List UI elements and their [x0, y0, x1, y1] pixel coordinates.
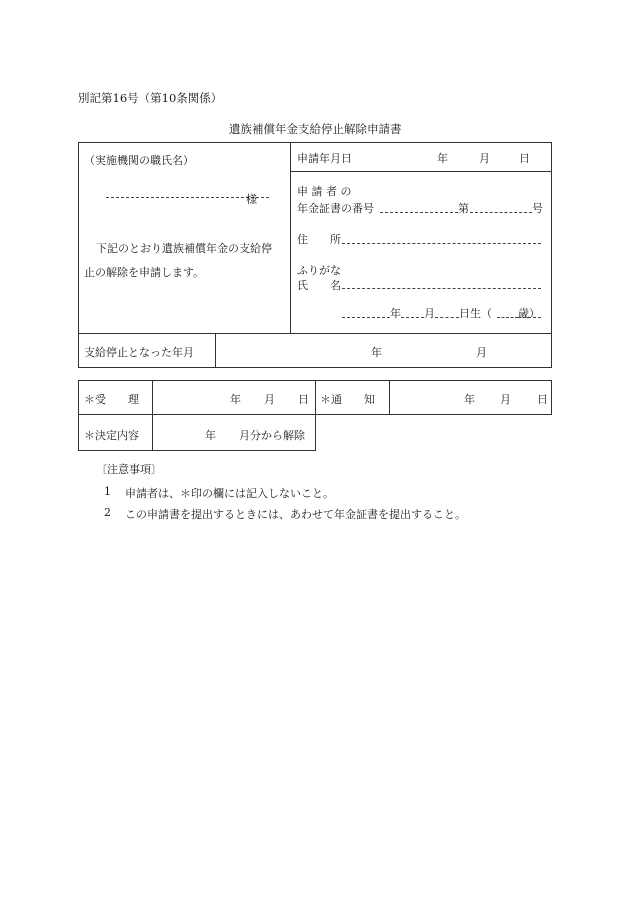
address-label: 住 所 [297, 233, 341, 246]
name-field[interactable] [342, 288, 541, 289]
stop-label: 支給停止となった年月 [84, 346, 194, 359]
birth-year-field[interactable] [342, 317, 390, 318]
birth-day-field[interactable] [435, 317, 459, 318]
dai-label: 第 [458, 202, 469, 215]
decision-year: 年 [205, 429, 216, 442]
office-col-divider-2 [315, 380, 316, 451]
go-label: 号 [532, 202, 543, 215]
apply-date-label: 申請年月日 [297, 152, 352, 165]
stop-month-label: 月 [476, 346, 487, 359]
apply-date-month: 月 [479, 152, 490, 165]
stop-row-divider [78, 333, 552, 334]
receipt-year: 年 [230, 393, 241, 406]
office-row2-left [78, 415, 79, 451]
certificate-number-label: 年金証書の番号 [297, 202, 374, 215]
birth-year-label: 年 [390, 307, 401, 320]
receipt-label: ＊受 理 [84, 393, 139, 406]
birth-month-label: 月 [424, 307, 435, 320]
name-label: 氏 名 [297, 279, 341, 292]
receipt-day: 日 [298, 393, 309, 406]
age-underline [518, 317, 541, 318]
date-row-divider [290, 171, 552, 172]
form-reference: 別記第16号（第10条関係） [78, 91, 223, 105]
notice-year: 年 [464, 393, 475, 406]
birth-month-field[interactable] [401, 317, 424, 318]
age-field[interactable] [497, 317, 518, 318]
stop-year-label: 年 [371, 346, 382, 359]
office-col-divider-3 [389, 380, 390, 415]
notes-heading: 〔注意事項〕 [96, 463, 162, 476]
notice-day: 日 [537, 393, 548, 406]
note-1-text: 申請者は、＊印の欄には記入しないこと。 [125, 487, 334, 500]
certificate-prefix-field[interactable] [380, 212, 458, 213]
note-1-number: 1 [104, 485, 111, 498]
apply-date-day: 日 [519, 152, 530, 165]
age-label: 歳） [518, 307, 540, 320]
form-title: 遺族補償年金支給停止解除申請書 [229, 122, 402, 136]
body-text-line1: 下記のとおり遺族補償年金の支給停 [96, 242, 272, 255]
decision-label: ＊決定内容 [84, 429, 139, 442]
office-col-divider-1 [152, 380, 153, 451]
apply-date-year: 年 [437, 152, 448, 165]
note-2-number: 2 [104, 506, 111, 519]
receipt-month: 月 [264, 393, 275, 406]
note-2-text: この申請書を提出するときには、あわせて年金証書を提出すること。 [125, 508, 466, 521]
org-name-label: （実施機関の職氏名） [84, 154, 194, 167]
stop-row-label-divider [215, 333, 216, 368]
certificate-number-field[interactable] [470, 212, 532, 213]
furigana-label: ふりがな [297, 264, 341, 277]
org-name-field[interactable] [106, 197, 269, 198]
address-field[interactable] [342, 243, 541, 244]
notice-label: ＊通 知 [320, 393, 375, 406]
birth-day-label: 日生（ [459, 307, 492, 320]
sama-label: 様 [246, 193, 257, 206]
decision-value: 月分から解除 [239, 429, 305, 442]
office-row2-bottom [78, 450, 316, 451]
applicant-label: 申 請 者 の [297, 185, 352, 198]
notice-month: 月 [500, 393, 511, 406]
body-text-line2: 止の解除を申請します。 [84, 266, 205, 279]
